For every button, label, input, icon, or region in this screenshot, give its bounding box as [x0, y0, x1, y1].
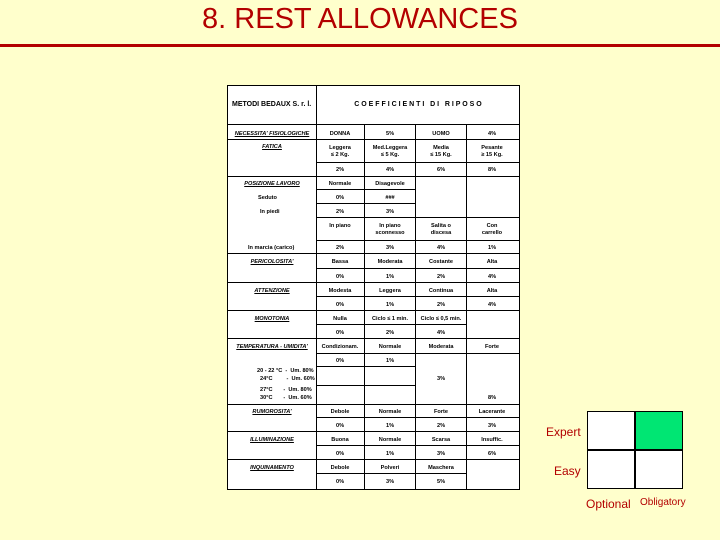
cell: 2% — [335, 209, 345, 215]
grid-line — [466, 124, 467, 489]
grid-line — [415, 124, 416, 489]
grid-line — [316, 162, 519, 163]
cell: 4% — [385, 167, 395, 173]
cell: Insuffic. — [481, 437, 503, 443]
grid-line — [316, 268, 519, 269]
cell: 1% — [385, 274, 395, 280]
cell: 2% — [335, 167, 345, 173]
grid-line — [316, 189, 415, 190]
cell: 2% — [385, 330, 395, 336]
cell: 1% — [487, 245, 497, 251]
cell: Salita o — [431, 223, 451, 229]
cell: Debole — [330, 465, 350, 471]
row-label: Seduto — [258, 195, 277, 201]
cell: Moderata — [377, 259, 403, 265]
grid-line — [316, 296, 519, 297]
cell: 8% — [487, 395, 497, 401]
cell: Modesta — [328, 288, 352, 294]
cell: ≤ 2 Kg. — [330, 152, 350, 158]
cell: Moderata — [428, 344, 454, 350]
optional-label: Optional — [586, 497, 631, 511]
category-monotonia: MONOTONIA — [254, 316, 290, 322]
cell: 5% — [436, 479, 446, 485]
row-label: 30°C - Um. 60% — [260, 395, 312, 401]
cell: 0% — [335, 274, 345, 280]
cell: 3% — [436, 376, 446, 382]
cell: 4% — [487, 302, 497, 308]
cell: Alta — [486, 259, 498, 265]
grid-line — [316, 473, 467, 474]
cell: 0% — [335, 451, 345, 457]
category-rumorosita: RUMOROSITA' — [252, 409, 292, 415]
cell: Debole — [330, 409, 350, 415]
cell: 4% — [487, 131, 497, 137]
cell: 2% — [335, 245, 345, 251]
cell: Bassa — [331, 259, 349, 265]
cell: 3% — [385, 479, 395, 485]
cell: Normale — [378, 344, 402, 350]
cell: Ciclo ≤ 1 min. — [371, 316, 409, 322]
cell: Normale — [378, 409, 402, 415]
cell: 4% — [436, 330, 446, 336]
grid-line — [228, 431, 519, 432]
row-label: 27°C - Um. 80% — [260, 387, 312, 393]
grid-line — [228, 176, 519, 177]
cell: 0% — [335, 423, 345, 429]
cell: 5% — [385, 131, 395, 137]
cell: 1% — [385, 451, 395, 457]
cell: 0% — [335, 330, 345, 336]
grid-line — [228, 459, 519, 460]
grid-line — [316, 417, 519, 418]
cell: 3% — [487, 423, 497, 429]
table-header: C O E F F I C I E N T I D I R I P O S O — [354, 101, 482, 108]
cell: Nulla — [333, 316, 347, 322]
cell: 0% — [335, 358, 345, 364]
category-temperatura: TEMPERATURA - UMIDITA' — [236, 344, 308, 350]
cell: Ciclo ≤ 0,5 min. — [420, 316, 462, 322]
cell: Forte — [434, 409, 448, 415]
cell: 0% — [335, 195, 345, 201]
grid-line — [364, 124, 365, 489]
cell: 1% — [385, 423, 395, 429]
cell: carrello — [481, 230, 503, 236]
row-label: In marcia (carico) — [248, 245, 295, 251]
grid-line — [316, 445, 519, 446]
matrix-cell-easy-optional — [587, 450, 635, 489]
cell: Media — [433, 145, 449, 151]
cell: 4% — [436, 245, 446, 251]
easy-label: Easy — [554, 464, 581, 478]
cell: Polveri — [380, 465, 400, 471]
cell: DONNA — [329, 131, 351, 137]
cell: Med.Leggera — [372, 145, 408, 151]
grid-line — [316, 217, 519, 218]
cell: UOMO — [432, 131, 450, 137]
title-divider — [0, 44, 720, 47]
matrix-cell-expert-obligatory — [635, 411, 683, 450]
cell: ≤ 15 Kg. — [430, 152, 452, 158]
category-necessita: NECESSITA' FISIOLOGICHE — [234, 131, 310, 137]
cell: Continua — [428, 288, 454, 294]
grid-line — [316, 385, 415, 386]
cell: 0% — [335, 479, 345, 485]
cell: 3% — [385, 209, 395, 215]
category-attenzione: ATTENZIONE — [254, 288, 290, 294]
cell: 1% — [385, 358, 395, 364]
cell: 1% — [385, 302, 395, 308]
category-fatica: FATICA — [262, 144, 282, 150]
cell: In piano — [379, 223, 401, 229]
cell: 6% — [436, 167, 446, 173]
grid-line — [228, 124, 519, 125]
cell: Disagevole — [375, 181, 405, 187]
cell: 4% — [487, 274, 497, 280]
category-illuminazione: ILLUMINAZIONE — [250, 437, 294, 443]
cell: In piano — [329, 223, 351, 229]
grid-line — [316, 353, 519, 354]
cell: 2% — [436, 274, 446, 280]
cell: 8% — [487, 167, 497, 173]
cell: discesa — [430, 230, 452, 236]
cell: 0% — [335, 302, 345, 308]
cell: sconnesso — [375, 230, 405, 236]
cell: Normale — [378, 437, 402, 443]
cell: Alta — [486, 288, 498, 294]
cell: ≤ 5 Kg. — [380, 152, 400, 158]
grid-line — [316, 366, 415, 367]
grid-line — [316, 240, 519, 241]
grid-line — [228, 282, 519, 283]
cell: 3% — [385, 245, 395, 251]
company-name: METODI BEDAUX S. r. l. — [232, 101, 312, 108]
row-label: 24°C - Um. 60% — [260, 376, 315, 382]
cell: Condizionam. — [321, 344, 359, 350]
grid-line — [228, 404, 519, 405]
grid-line — [228, 310, 519, 311]
category-pericolosita: PERICOLOSITA' — [250, 259, 294, 265]
page-title: 8. REST ALLOWANCES — [202, 3, 518, 35]
cell: Leggera — [329, 145, 351, 151]
cell: Con — [486, 223, 498, 229]
row-label: In piedi — [260, 209, 280, 215]
grid-line — [228, 139, 519, 140]
matrix-cell-easy-obligatory — [635, 450, 683, 489]
cell: Leggera — [379, 288, 401, 294]
cell: Scarsa — [431, 437, 451, 443]
cell: ### — [385, 195, 395, 201]
obligatory-label: Obligatory — [640, 497, 686, 508]
category-posizione: POSIZIONE LAVORO — [244, 181, 300, 187]
expert-label: Expert — [546, 425, 581, 439]
cell: 6% — [487, 451, 497, 457]
cell: 2% — [436, 302, 446, 308]
cell: 3% — [436, 451, 446, 457]
cell: Normale — [328, 181, 352, 187]
grid-line — [316, 203, 415, 204]
cell: 2% — [436, 423, 446, 429]
matrix-cell-expert-optional — [587, 411, 635, 450]
grid-line — [228, 338, 519, 339]
effort-matrix — [587, 411, 685, 491]
row-label: 20 - 22 °C - Um. 80% — [257, 368, 314, 374]
cell: Buona — [331, 437, 349, 443]
cell: ≥ 15 Kg. — [481, 152, 503, 158]
category-inquinamento: INQUINAMENTO — [250, 465, 294, 471]
grid-line — [228, 253, 519, 254]
cell: Costante — [429, 259, 453, 265]
cell: Forte — [485, 344, 499, 350]
rest-coefficients-table — [227, 85, 520, 490]
cell: Lacerante — [478, 409, 506, 415]
grid-line — [316, 324, 467, 325]
cell: Maschera — [428, 465, 454, 471]
cell: Pesante — [481, 145, 503, 151]
